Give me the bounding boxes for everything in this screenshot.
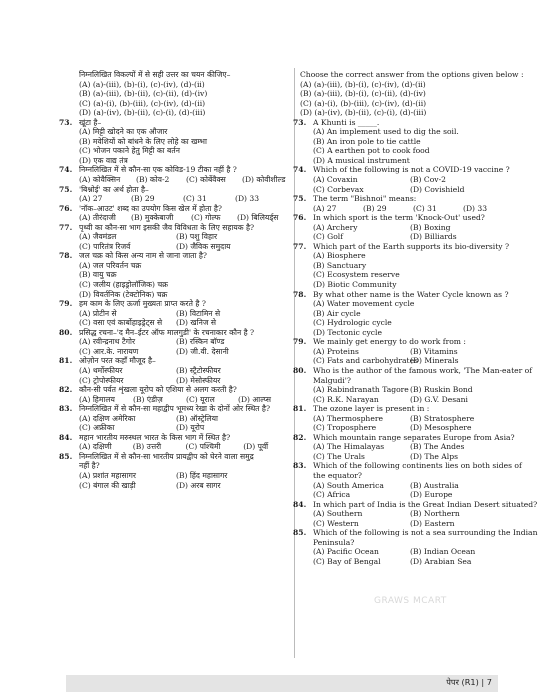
option: (B) Boxing	[410, 222, 451, 232]
options-row	[300, 509, 522, 519]
options-row	[66, 366, 288, 376]
question-number: 85.	[293, 528, 307, 538]
intro-option: (C) (a)-(i), (b)-(iii), (c)-(iv), (d)-(ii)	[79, 98, 206, 108]
question-number: 73.	[293, 117, 307, 127]
question-text: We mainly get energy to do work from :	[313, 337, 466, 347]
option: (C) कोर्बेवैक्स	[186, 175, 226, 185]
page-number: पेपर (R1) | 7	[446, 677, 492, 687]
options-row	[300, 204, 522, 214]
question-number: 78.	[59, 251, 73, 261]
option: (B) एंडीज़	[133, 394, 163, 404]
question-number: 85.	[59, 451, 73, 461]
options-row	[300, 347, 522, 357]
question-81	[59, 356, 288, 366]
intro-option: (A) (a)-(iii), (b)-(i), (c)-(iv), (d)-(ii)	[300, 79, 426, 89]
question-82	[293, 432, 522, 443]
option: (B) उत्तरी	[132, 442, 162, 452]
options-row	[300, 395, 522, 405]
intro-option: (B) (a)-(iii), (b)-(i), (c)-(ii), (d)-(iv)	[300, 89, 426, 99]
watermark: GRAWS MCART	[374, 596, 447, 606]
intro-option: (A) (a)-(iii), (b)-(i), (c)-(iv), (d)-(ii)	[79, 79, 205, 89]
option: (D) बिलियर्ड्स	[237, 213, 279, 223]
option: (A) Covaxin	[313, 175, 358, 185]
question-text: By what other name is the Water Cycle known as ?	[313, 289, 509, 299]
options-row	[66, 347, 288, 357]
option: (A) Southern	[313, 509, 363, 519]
question-text: निम्नलिखित में से कौन-सा एक कोविड-19 टीका नहीं है ?	[79, 165, 237, 175]
option: (C) Ecosystem reserve	[313, 270, 400, 280]
options-row	[66, 213, 288, 223]
option: (D) कोवीशील्ड	[242, 175, 286, 185]
options-row	[300, 452, 522, 462]
page-footer	[66, 675, 498, 692]
option: (D) Billiards	[410, 232, 457, 242]
option: (D) Minerals	[410, 356, 459, 366]
options-row	[66, 318, 288, 328]
question-83	[293, 461, 522, 471]
question-text: 'बिश्नोई' का अर्थ होता है–	[79, 184, 149, 194]
question-text: कौन-सी पर्वत शृंखला यूरोप को एशिया से अलग करती है?	[79, 385, 237, 395]
option: (B) रस्किन बॉण्ड	[176, 337, 225, 347]
question-number: 82.	[59, 385, 73, 395]
question-73	[293, 117, 522, 128]
option: (A) हिमालय	[79, 394, 115, 404]
option: (B) Stratosphere	[410, 413, 475, 423]
question-text: Which of the following is not a COVID-19 vaccine ?	[313, 165, 510, 175]
question-text: हम काम के लिए ऊर्जा मुख्यतः प्राप्त करते है ?	[79, 299, 206, 309]
option: (B) स्ट्रैटोस्फीयर	[176, 365, 221, 375]
question-76	[293, 213, 522, 223]
option: (A) Rabindranath Tagore	[313, 385, 409, 395]
question-text: ओज़ोन परत कहाँ मौजूद है–	[79, 356, 156, 366]
english-column	[293, 70, 538, 566]
question-number: 80.	[59, 327, 73, 337]
question-number: 74.	[59, 165, 73, 175]
option: (A) Biosphere	[313, 251, 366, 261]
option: (B) Vitamins	[410, 346, 458, 356]
option: (D) अरब सागर	[176, 480, 221, 490]
options-row	[66, 194, 288, 204]
question-text: जल चक्र को किस अन्य नाम से जाना जाता है?	[79, 251, 207, 261]
question-text: Which of the following is not a sea surrounding the Indian	[313, 528, 538, 538]
option: (C) गोल्फ	[191, 213, 221, 223]
question-number: 74.	[293, 165, 307, 175]
question-85	[59, 451, 288, 462]
question-number: 75.	[293, 194, 307, 204]
option: (D) खनिज से	[176, 318, 217, 328]
question-number: 81.	[59, 356, 73, 366]
option: (A) प्रोटीन से	[79, 308, 117, 318]
options-row	[66, 395, 288, 405]
option: (A) Proteins	[313, 346, 359, 356]
options-row	[300, 356, 522, 366]
option: (C) अफ्रीका	[79, 423, 115, 433]
question-75	[293, 194, 522, 204]
option: (C) Troposphere	[313, 423, 377, 433]
option: (C) R.K. Narayan	[313, 394, 379, 404]
options-row	[300, 557, 522, 567]
question-number: 78.	[293, 289, 307, 299]
option: (C) Fats and carbohydrates	[313, 356, 418, 366]
question-text-cont: Peninsula?	[313, 537, 355, 547]
options-row	[300, 232, 522, 242]
options-row	[300, 223, 522, 233]
question-78	[59, 251, 288, 261]
question-number: 75.	[59, 184, 73, 194]
question-text: In which part of India is the Great Indian Desert situated?	[313, 499, 538, 509]
intro-text: Choose the correct answer from the options given below :	[300, 70, 524, 79]
question-number: 77.	[59, 222, 73, 232]
question-text: In which sport is the term 'Knock-Out' used?	[313, 213, 485, 223]
question-number: 84.	[293, 499, 307, 509]
option: (C) जलीय (हाइड्रोलॉजिक) चक्र	[79, 280, 169, 290]
options-row	[300, 185, 522, 195]
option: (B) मवेशियों को बांधने के लिए लोहे का खम्भा	[79, 136, 207, 146]
question-number: 83.	[59, 404, 73, 414]
question-85	[293, 528, 538, 538]
option: (B) 29	[131, 194, 155, 204]
question-77	[293, 241, 522, 252]
option: (A) 27	[79, 194, 103, 204]
intro-option: (D) (a)-(iv), (b)-(ii), (c)-(i), (d)-(iii)	[300, 108, 427, 118]
option: (D) Arabian Sea	[410, 556, 472, 566]
option: (B) विटामिन से	[176, 308, 221, 318]
question-number: 79.	[59, 299, 73, 309]
question-84	[293, 499, 538, 510]
option: (C) Western	[313, 518, 359, 528]
question-80	[293, 365, 533, 376]
option: (D) आल्प्स	[238, 394, 271, 404]
question-text: निम्नलिखित में से कौन-सा भारतीय प्रायद्वीप को घेरने वाला समुद्र	[79, 451, 254, 461]
question-text: 'नॉक–आउट' शब्द का उपयोग किस खेल में होता है?	[79, 203, 222, 213]
option: (D) मेसोस्फीयर	[176, 375, 221, 385]
question-text: Which of the following continents lies on both sides of	[313, 461, 522, 471]
option: (A) Pacific Ocean	[313, 547, 379, 557]
question-number: 76.	[59, 203, 73, 213]
option: (D) जी.वी. देसानी	[176, 346, 229, 356]
option: (A) The Himalayas	[313, 442, 385, 452]
question-number: 83.	[293, 461, 307, 471]
option: (D) Eastern	[410, 518, 455, 528]
question-text: पृथ्वी का कौन-सा भाग इसकी जैव विविधता के लिए सहायक है?	[79, 222, 255, 232]
options-row	[66, 175, 288, 185]
intro-option: (B) (a)-(iii), (b)-(ii), (c)-(ii), (d)-(iv)	[79, 89, 208, 99]
option: (C) 31	[413, 203, 437, 213]
options-row	[66, 481, 288, 491]
option: (D) एक वाद्य तंत्र	[79, 155, 128, 165]
options-row	[66, 442, 288, 452]
option: (A) South America	[313, 480, 384, 490]
hindi-column	[59, 70, 288, 490]
option: (C) Golf	[313, 232, 344, 242]
option: (B) पशु विहार	[176, 232, 218, 242]
options-row	[300, 490, 522, 500]
question-number: 84.	[59, 432, 73, 442]
question-text: Which part of the Earth supports its bio-diversity ?	[313, 241, 510, 251]
options-row	[66, 242, 288, 252]
option: (A) कोवैक्सिन	[79, 175, 121, 185]
question-text: प्रसिद्ध रचना–'द मैन–ईटर ऑफ मालगुडी' के रचनाकार कौन है ?	[79, 327, 255, 337]
options-row	[300, 414, 522, 424]
question-80	[59, 327, 288, 338]
option: (B) Northern	[410, 509, 460, 519]
option: (B) Sanctuary	[313, 260, 367, 270]
options-row	[300, 547, 522, 557]
question-text: Which mountain range separates Europe from Asia?	[313, 432, 515, 442]
option: (A) दक्षिण अमेरिका	[79, 413, 136, 423]
question-number: 77.	[293, 241, 307, 251]
option: (C) A earthen pot to cook food	[313, 146, 430, 156]
option: (D) Tectonic cycle	[313, 327, 382, 337]
option: (D) जैविक समुदाय	[176, 241, 231, 251]
option: (B) Australia	[410, 480, 459, 490]
question-73	[59, 117, 288, 128]
intro-option: (D) (a)-(iv), (b)-(ii), (c)-(i), (d)-(iii)	[79, 108, 206, 118]
option: (C) 31	[183, 194, 207, 204]
option: (B) Air cycle	[313, 308, 361, 318]
option: (B) वायु चक्र	[79, 270, 117, 280]
question-text: A Khunti is _____.	[313, 117, 380, 127]
option: (B) The Andes	[410, 442, 465, 452]
option: (A) जैवमंडल	[79, 232, 117, 242]
options-row	[300, 175, 522, 185]
question-79	[59, 299, 288, 309]
question-text: Who is the author of the famous work, 'The Man-eater of	[313, 365, 533, 375]
option: (D) The Alps	[410, 451, 458, 461]
option: (B) ऑस्ट्रेलिया	[176, 413, 218, 423]
option: (B) Ruskin Bond	[410, 385, 473, 395]
question-number: 76.	[293, 213, 307, 223]
option: (B) 29	[363, 203, 387, 213]
option: (A) 27	[313, 203, 337, 213]
question-79	[293, 337, 522, 347]
question-number: 82.	[293, 432, 307, 442]
question-number: 73.	[59, 117, 73, 127]
option: (D) Mesosphere	[410, 423, 472, 433]
question-76	[59, 203, 288, 214]
question-text: The term "Bishnoi" means:	[313, 194, 417, 204]
question-text: The ozone layer is present in :	[313, 404, 430, 414]
options-row	[66, 376, 288, 386]
option: (C) बंगाल की खाड़ी	[79, 480, 136, 490]
option: (D) Europe	[410, 490, 453, 500]
options-row	[300, 385, 522, 395]
option: (C) Bay of Bengal	[313, 556, 381, 566]
option: (B) An iron pole to tie cattle	[313, 136, 421, 146]
option: (A) दक्षिणी	[79, 442, 112, 452]
options-row	[66, 414, 288, 424]
question-text: निम्नलिखित में से कौन-सा महाद्वीप भूमध्य रेखा के दोनों ओर स्थित है?	[79, 404, 271, 414]
options-row	[300, 481, 522, 491]
option: (C) Corbevax	[313, 184, 364, 194]
intro-option: (C) (a)-(i), (b)-(iii), (c)-(iv), (d)-(ii)	[300, 98, 427, 108]
question-text-cont: Malgudi'?	[313, 375, 351, 385]
option: (A) प्रशांत महासागर	[79, 470, 137, 480]
option: (B) Indian Ocean	[410, 547, 476, 557]
option: (A) मिट्टी खोदने का एक औजार	[79, 127, 168, 137]
question-text-cont: the equator?	[313, 470, 362, 480]
question-text: खूंटा है–	[79, 117, 102, 127]
options-row	[66, 309, 288, 319]
option: (D) Biotic Community	[313, 280, 397, 290]
question-77	[59, 222, 288, 233]
option: (C) भोजन पकाने हेतु मिट्टी का बर्तन	[79, 146, 180, 156]
question-text-cont: नहीं है?	[79, 461, 100, 471]
question-83	[59, 404, 288, 414]
option: (B) कोव-2	[136, 175, 170, 185]
option: (C) Africa	[313, 490, 351, 500]
question-75	[59, 184, 288, 195]
options-row	[66, 337, 288, 347]
question-81	[293, 404, 522, 414]
option: (C) वसा एवं कार्बोहाइड्रेट्स से	[79, 318, 163, 328]
options-row	[66, 232, 288, 242]
options-row	[66, 471, 288, 481]
options-row	[300, 519, 522, 529]
option: (D) Covishield	[410, 184, 465, 194]
option: (C) ट्रोपोस्फीयर	[79, 375, 124, 385]
question-number: 80.	[293, 365, 307, 375]
column-divider	[294, 68, 295, 658]
option: (A) जल परिवर्तन चक्र	[79, 260, 142, 270]
question-82	[59, 385, 288, 395]
option: (C) The Urals	[313, 451, 365, 461]
option: (C) यूराल	[186, 394, 215, 404]
intro-text: निम्नलिखित विकल्पों में से सही उत्तर का चयन कीजिए–	[79, 70, 231, 79]
option: (C) पारितंत्र रिजर्व	[79, 241, 131, 251]
option: (C) Hydrologic cycle	[313, 318, 392, 328]
option: (A) तीरंदाजी	[79, 213, 116, 223]
question-74	[293, 165, 522, 175]
options-row	[66, 423, 288, 433]
option: (C) पश्चिमी	[185, 442, 221, 452]
option: (A) An implement used to dig the soil.	[313, 127, 459, 137]
question-number: 81.	[293, 404, 307, 414]
option: (A) थर्मोस्फीयर	[79, 365, 123, 375]
option: (A) Water movement cycle	[313, 299, 415, 309]
option: (C) आर.के. नारायण	[79, 346, 139, 356]
question-text: महान भारतीय मरुस्थल भारत के किस भाग में स्थित है?	[79, 432, 231, 442]
options-row	[300, 442, 522, 452]
option: (D) 33	[235, 194, 260, 204]
option: (B) मुक्केबाजी	[131, 213, 174, 223]
question-number: 79.	[293, 337, 307, 347]
option: (D) 33	[463, 203, 488, 213]
option: (A) Thermosphere	[313, 413, 383, 423]
question-74	[59, 165, 288, 175]
option: (D) A musical instrument	[313, 155, 410, 165]
option: (D) पूर्वी	[243, 442, 269, 452]
option: (D) यूरोप	[176, 423, 205, 433]
question-84	[59, 432, 288, 443]
option: (B) हिंद महासागर	[176, 470, 228, 480]
options-row	[300, 423, 522, 433]
option: (D) विवर्तनिक (टेक्टोनिक) चक्र	[79, 289, 168, 299]
option: (D) G.V. Desani	[410, 394, 468, 404]
option: (A) Archery	[313, 222, 358, 232]
option: (A) रवीन्द्रनाथ टैगोर	[79, 337, 136, 347]
question-78	[293, 289, 522, 300]
option: (B) Cov-2	[410, 175, 446, 185]
